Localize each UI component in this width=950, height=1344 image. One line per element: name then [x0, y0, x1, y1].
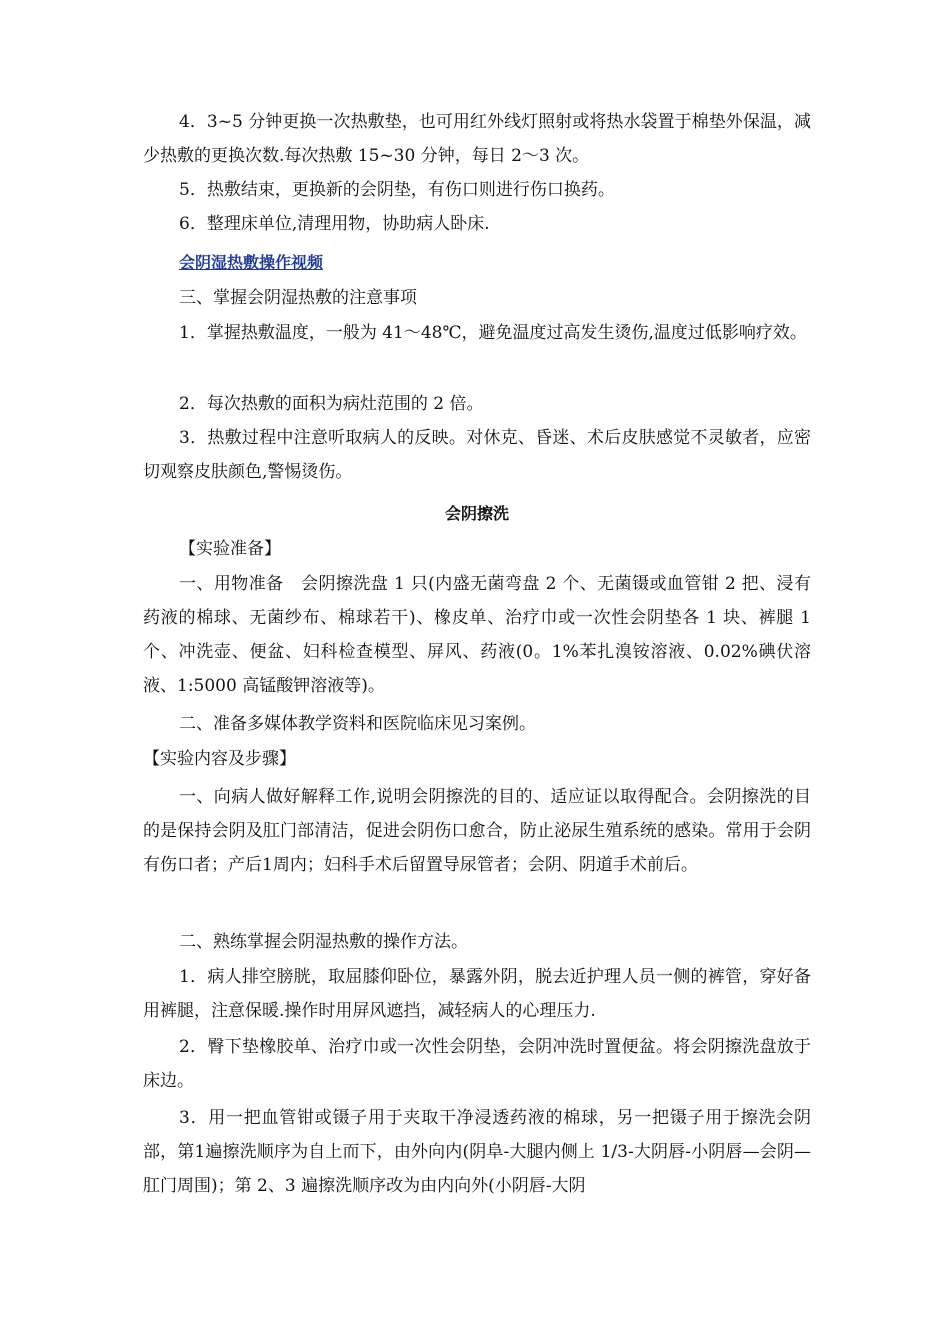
section-title-perineal-wash: [143, 497, 811, 531]
text-method-heading: 二、熟练掌握会阴湿热敷的操作方法。: [179, 932, 468, 952]
text-steps-heading: 【实验内容及步骤】: [143, 749, 296, 769]
paragraph-step-purpose: [143, 780, 811, 882]
text-step-purpose: 一、向病人做好解释工作,说明会阴擦洗的目的、适应证以取得配合。会阴擦洗的目的是保持会阴及肛门部清洁，促进会阴伤口愈合，防止泌尿生殖系统的感染。常用于会阴有伤口者；产后1周内；妇科手术后留置导尿管者；会阴、阴道手术前后。: [143, 787, 811, 875]
text-step-6: 6．整理床单位,清理用物，协助病人卧床.: [179, 214, 490, 234]
text-note-2: 2．每次热敷的面积为病灶范围的 2 倍。: [179, 394, 484, 414]
paragraph-prep-2: [143, 707, 811, 741]
text-method-2: 2．臀下垫橡胶单、治疗巾或一次性会阴垫，会阴冲洗时置便盆。将会阴擦洗盘放于床边。: [143, 1037, 811, 1091]
text-method-3: 3．用一把血管钳或镊子用于夹取干净浸透药液的棉球，另一把镊子用于擦洗会阴部，第1遍擦洗顺序为自上而下，由外向内(阴阜-大腿内侧上 1/3-大阴唇-小阴唇—会阴—肛门周围)；第 2、3 遍擦洗顺序改为由内向外(小阴唇-大阴: [143, 1108, 811, 1196]
text-note-1: 1．掌握热敷温度，一般为 41～48℃，避免温度过高发生烫伤,温度过低影响疗效。: [179, 323, 807, 343]
text-step-4: 4．3~5 分钟更换一次热敷垫，也可用红外线灯照射或将热水袋置于棉垫外保温，减少热敷的更换次数.每次热敷 15~30 分钟，每日 2～3 次。: [143, 112, 811, 166]
paragraph-method-1: [143, 960, 811, 1028]
video-link[interactable]: 会阴湿热敷操作视频: [179, 253, 324, 272]
section-heading-precautions: [143, 281, 811, 315]
paragraph-prep-1: [143, 567, 811, 703]
paragraph-step-4: [143, 105, 811, 173]
text-title-2: 会阴擦洗: [444, 504, 509, 523]
paragraph-note-3: [143, 421, 811, 489]
text-method-1: 1．病人排空膀胱，取屈膝仰卧位，暴露外阴，脱去近护理人员一侧的裤管，穿好备用裤腿，注意保暖.操作时用屏风遮挡，减轻病人的心理压力.: [143, 967, 811, 1021]
text-note-3: 3．热敷过程中注意听取病人的反映。对休克、昏迷、术后皮肤感觉不灵敏者，应密切观察皮肤颜色,警惕烫伤。: [143, 428, 811, 482]
text-step-5: 5．热敷结束，更换新的会阴垫，有伤口则进行伤口换药。: [179, 180, 615, 200]
paragraph-method-2: [143, 1030, 811, 1098]
steps-heading: [143, 742, 811, 776]
paragraph-note-2: [143, 387, 811, 421]
video-link-row: [143, 246, 811, 280]
paragraph-step-5: [143, 173, 811, 207]
paragraph-method-3: [143, 1101, 811, 1203]
paragraph-step-6: [143, 207, 811, 241]
text-section-3: 三、掌握会阴湿热敷的注意事项: [179, 288, 417, 308]
paragraph-method-heading: [143, 925, 811, 959]
text-prep-heading: 【实验准备】: [179, 539, 281, 559]
text-prep-1: 一、用物准备 会阴擦洗盘 1 只(内盛无菌弯盘 2 个、无菌镊或血管钳 2 把、浸有药液的棉球、无菌纱布、棉球若干)、橡皮单、治疗巾或一次性会阴垫各 1 块、裤腿 1 个、冲洗壶、便盆、妇科检查模型、屏风、药液(0。1%苯扎溴铵溶液、0.02%碘伏溶液、1:5000 高锰酸钾溶液等)。: [143, 574, 811, 696]
paragraph-note-1: [143, 316, 811, 350]
prep-heading: [143, 532, 811, 566]
text-prep-2: 二、准备多媒体教学资料和医院临床见习案例。: [179, 714, 536, 734]
